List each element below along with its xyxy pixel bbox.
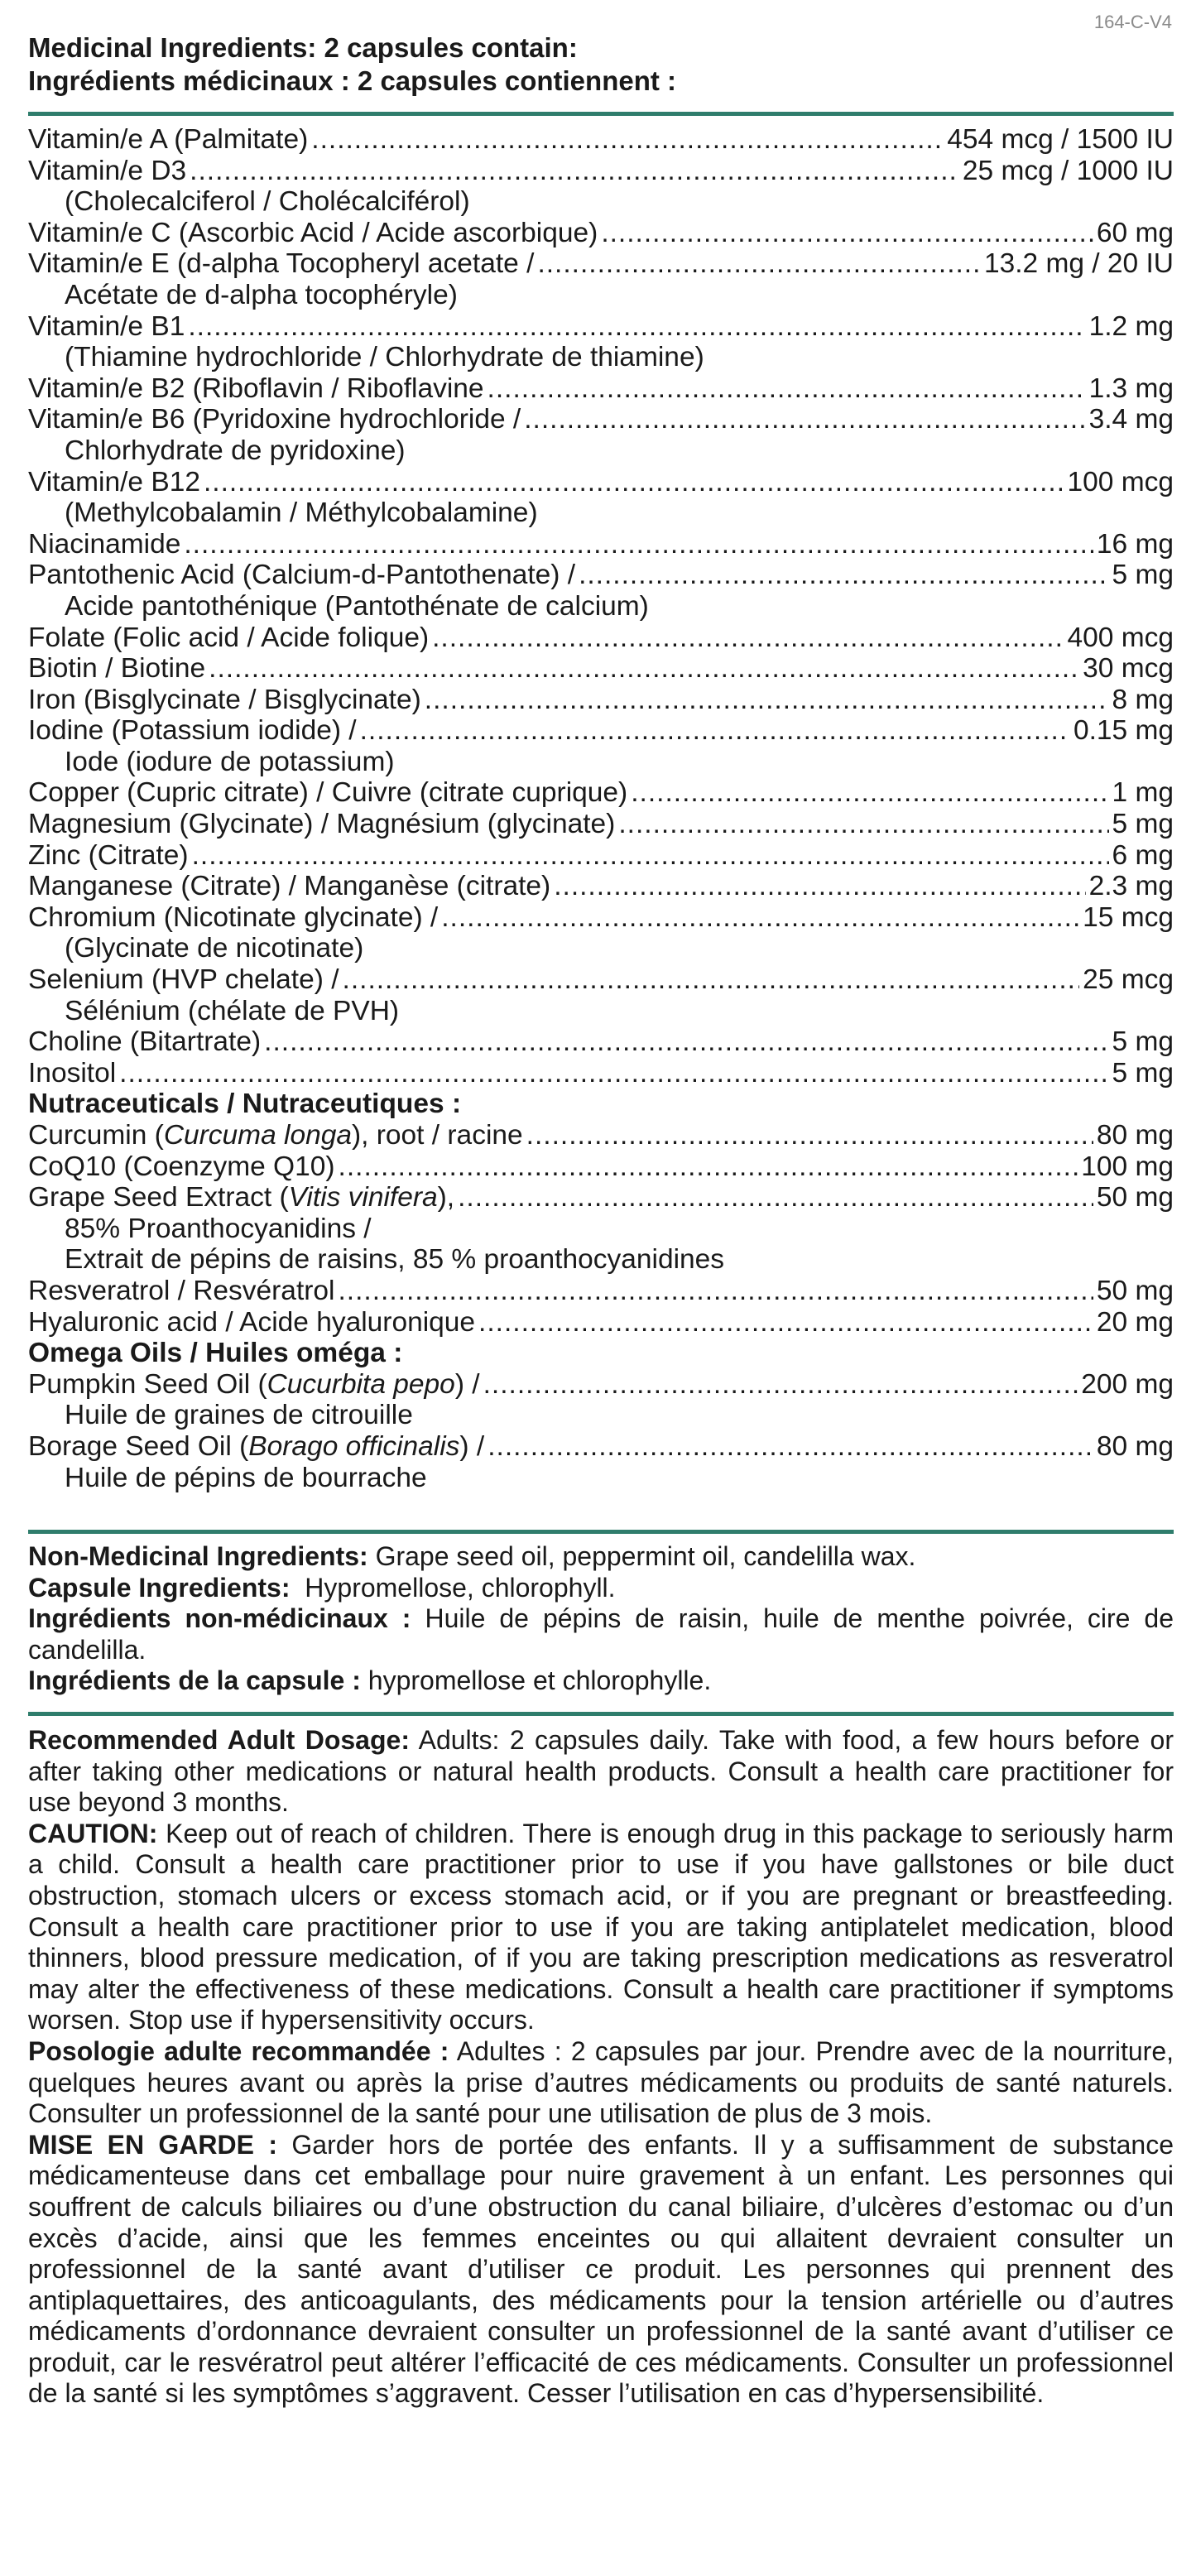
ingredient-amount: 454 mcg / 1500 IU: [947, 124, 1174, 155]
ingredient-amount: 100 mcg: [1067, 466, 1174, 497]
ingredient-name: Vitamin/e E (d-alpha Tocopheryl acetate /: [28, 248, 535, 280]
ingredient-row: [28, 1120, 1174, 1151]
medicinal-header-fr: Ingrédients médicinaux : 2 capsules contiennent :: [28, 65, 677, 96]
ingredient-row: [28, 529, 1174, 560]
non-medicinal-section: [28, 1541, 1174, 1697]
dot-leader: [601, 218, 1093, 249]
ingredient-amount: 80 mg: [1096, 1120, 1174, 1151]
dosage-section: [28, 1725, 1174, 2410]
ingredient-row: [28, 218, 1174, 249]
capsule-ingredients-fr: Ingrédients de la capsule : hypromellose et chlorophylle.: [28, 1665, 712, 1696]
ingredient-amount: 8 mg: [1112, 684, 1174, 715]
ingredient-row: [28, 467, 1174, 498]
ingredient-name: Vitamin/e B6 (Pyridoxine hydrochloride /: [28, 404, 521, 435]
ingredient-name: CoQ10 (Coenzyme Q10): [28, 1151, 335, 1182]
ingredient-amount: 50 mg: [1096, 1182, 1174, 1214]
non-medicinal-fr: Ingrédients non-médicinaux : Huile de pépins de raisin, huile de menthe poivrée, cire de candelilla.: [28, 1603, 1174, 1665]
ingredient-row: [28, 560, 1174, 591]
ingredient-row: [28, 1151, 1174, 1183]
dot-leader: [441, 902, 1079, 934]
ingredient-row: [28, 373, 1174, 405]
ingredient-name: Curcumin (Curcuma longa), root / racine: [28, 1120, 523, 1151]
ingredient-name: Borage Seed Oil (Borago officinalis) /: [28, 1430, 485, 1462]
ingredient-row: [28, 685, 1174, 716]
ingredient-amount: 6 mg: [1112, 839, 1174, 871]
ingredient-name: Niacinamide: [28, 528, 181, 560]
dot-leader: [209, 653, 1079, 685]
ingredient-row: [28, 622, 1174, 654]
ingredient-name: Selenium (HVP chelate) /: [28, 964, 339, 996]
ingredient-amount: 5 mg: [1112, 1057, 1174, 1089]
dot-leader: [188, 311, 1085, 343]
ingredient-name: Biotin / Biotine: [28, 653, 206, 685]
ingredient-name: Copper (Cupric citrate) / Cuivre (citrate cuprique): [28, 777, 628, 809]
ingredient-row: [28, 840, 1174, 872]
dot-leader: [524, 404, 1085, 435]
ingredient-amount: 13.2 mg / 20 IU: [983, 248, 1174, 280]
dot-leader: [192, 840, 1109, 872]
dot-leader: [631, 777, 1108, 809]
ingredient-row: [28, 1276, 1174, 1307]
ingredient-amount: 60 mg: [1096, 217, 1174, 248]
ingredient-continuation: 85% Proanthocyanidins /: [65, 1213, 372, 1244]
dot-leader: [119, 1058, 1108, 1089]
ingredient-continuation: (Cholecalciferol / Cholécalciférol): [65, 186, 470, 218]
ingredient-name: Vitamin/e B12: [28, 466, 200, 497]
ingredient-row: [28, 871, 1174, 902]
ingredient-row: [28, 653, 1174, 685]
ingredient-row: [28, 311, 1174, 343]
ingredient-name: Chromium (Nicotinate glycinate) /: [28, 901, 439, 933]
divider-middle: [28, 1530, 1174, 1534]
ingredient-row: [28, 1307, 1174, 1338]
ingredient-amount: 5 mg: [1112, 560, 1174, 591]
ingredient-name: Vitamin/e B1: [28, 310, 185, 342]
ingredient-row: [28, 1182, 1174, 1214]
medicinal-header-en: Medicinal Ingredients: 2 capsules contain:: [28, 32, 578, 63]
ingredient-amount: 30 mcg: [1083, 653, 1174, 685]
ingredient-amount: 3.4 mg: [1088, 404, 1174, 435]
ingredient-amount: 1.2 mg: [1088, 310, 1174, 342]
ingredient-row: [28, 404, 1174, 435]
ingredient-row: [28, 1058, 1174, 1089]
dot-leader: [488, 373, 1086, 405]
ingredient-name: Iodine (Potassium iodide) /: [28, 715, 357, 747]
caution-en: CAUTION: Keep out of reach of children. There is enough drug in this package to seriously harm a child. Consult a health care practitioner prior to use if you have gallstones or bile duct obstruction, stomach ulcers or excess stomach acid, or if you are pregnant or breastfeeding. Consult a health care practitioner prior to use if you are taking antiplatelet medication, blood thinners, blood pressure medication, of if you are taking prescription medications as resveratrol may alter the effectiveness of these medications. Consult a health care practitioner if symptoms worsen. Stop use if hypersensitivity occurs.: [28, 1818, 1174, 2035]
ingredient-name: Zinc (Citrate): [28, 839, 189, 871]
capsule-ingredients-en: Capsule Ingredients: Hypromellose, chlorophyll.: [28, 1572, 616, 1603]
ingredient-name: Folate (Folic acid / Acide folique): [28, 622, 430, 653]
ingredient-name: Choline (Bitartrate): [28, 1026, 262, 1058]
ingredient-name: Inositol: [28, 1057, 117, 1089]
ingredient-amount: 25 mcg / 1000 IU: [962, 155, 1174, 186]
ingredient-continuation: (Methylcobalamin / Méthylcobalamine): [65, 497, 538, 529]
ingredient-amount: 5 mg: [1112, 1026, 1174, 1058]
dot-leader: [618, 809, 1108, 840]
ingredient-amount: 1.3 mg: [1088, 372, 1174, 404]
ingredient-amount: 400 mcg: [1067, 622, 1174, 653]
ingredient-continuation: Extrait de pépins de raisins, 85 % proanthocyanidines: [65, 1244, 725, 1276]
ingredient-continuation: Huile de pépins de bourrache: [65, 1462, 427, 1493]
ingredient-amount: 100 mg: [1081, 1151, 1174, 1182]
divider-bottom: [28, 1712, 1174, 1716]
dot-leader: [425, 685, 1109, 716]
ingredient-name: Pumpkin Seed Oil (Cucurbita pepo) /: [28, 1368, 480, 1400]
ingredient-amount: 20 mg: [1096, 1306, 1174, 1338]
nutraceuticals-heading: Nutraceuticals / Nutraceutiques :: [28, 1089, 462, 1120]
omega-oils-heading: Omega Oils / Huiles oméga :: [28, 1338, 403, 1369]
ingredient-amount: 25 mcg: [1083, 964, 1174, 996]
ingredient-row: [28, 156, 1174, 187]
ingredient-row: [28, 715, 1174, 747]
ingredient-amount: 15 mcg: [1083, 901, 1174, 933]
dot-leader: [343, 964, 1080, 996]
ingredient-row: [28, 964, 1174, 996]
medicinal-header: [28, 31, 1104, 98]
dot-leader: [483, 1369, 1078, 1401]
ingredient-amount: 2.3 mg: [1088, 871, 1174, 902]
ingredient-amount: 80 mg: [1096, 1430, 1174, 1462]
ingredient-name: Vitamin/e C (Ascorbic Acid / Acide ascorbique): [28, 217, 598, 248]
ingredient-amount: 5 mg: [1112, 809, 1174, 840]
ingredient-name: Resveratrol / Resvératrol: [28, 1275, 335, 1306]
ingredient-continuation: (Thiamine hydrochloride / Chlorhydrate de thiamine): [65, 342, 704, 373]
ingredient-row: [28, 1369, 1174, 1401]
dot-leader: [311, 124, 944, 156]
ingredient-amount: 1 mg: [1112, 777, 1174, 809]
ingredient-name: Vitamin/e B2 (Riboflavin / Riboflavine: [28, 372, 484, 404]
ingredient-name: Grape Seed Extract (Vitis vinifera),: [28, 1182, 455, 1214]
ingredient-row: [28, 1026, 1174, 1058]
ingredient-name: Manganese (Citrate) / Manganèse (citrate): [28, 871, 551, 902]
dosage-en: Recommended Adult Dosage: Adults: 2 capsules daily. Take with food, a few hours before or after taking other medications or natural health products. Consult a health care practitioner for use beyond 3 months.: [28, 1725, 1174, 1818]
ingredient-name: Hyaluronic acid / Acide hyaluronique: [28, 1306, 476, 1338]
ingredient-continuation: Chlorhydrate de pyridoxine): [65, 435, 406, 466]
ingredient-amount: 200 mg: [1081, 1368, 1174, 1400]
dot-leader: [526, 1120, 1093, 1151]
divider-top: [28, 112, 1174, 116]
ingredient-row: [28, 124, 1174, 156]
ingredient-continuation: Acide pantothénique (Pantothénate de calcium): [65, 590, 649, 622]
dot-leader: [432, 622, 1064, 654]
ingredient-name: Pantothenic Acid (Calcium-d-Pantothenate) /: [28, 560, 576, 591]
dot-leader: [264, 1026, 1108, 1058]
non-medicinal-en: Non-Medicinal Ingredients: Grape seed oil, peppermint oil, candelilla wax.: [28, 1541, 916, 1571]
dot-leader: [190, 156, 959, 187]
ingredient-row: [28, 248, 1174, 280]
ingredient-list: [28, 124, 1174, 1493]
ingredient-amount: 16 mg: [1096, 528, 1174, 560]
ingredient-continuation: Iode (iodure de potassium): [65, 746, 395, 777]
dot-leader: [360, 715, 1070, 747]
dot-leader: [537, 248, 981, 280]
dot-leader: [338, 1276, 1093, 1307]
dot-leader: [488, 1431, 1093, 1463]
dot-leader: [458, 1182, 1093, 1214]
ingredient-row: [28, 809, 1174, 840]
dot-leader: [478, 1307, 1093, 1338]
ingredient-name: Vitamin/e D3: [28, 155, 187, 186]
ingredient-continuation: Huile de graines de citrouille: [65, 1400, 413, 1431]
ingredient-name: Magnesium (Glycinate) / Magnésium (glycinate): [28, 809, 616, 840]
ingredient-row: [28, 902, 1174, 934]
dot-leader: [579, 560, 1108, 591]
ingredient-continuation: Sélénium (chélate de PVH): [65, 995, 400, 1026]
document-code: 164-C-V4: [1093, 12, 1172, 32]
caution-fr: MISE EN GARDE : Garder hors de portée des enfants. Il y a suffisamment de substance médicamenteuse dans cet emballage pour nuire gravement à un enfant. Les personnes qui souffrent de calculs biliaires ou d’une obstruction du canal biliaire, d’ulcères d’estomac ou d’un excès d’acide, ainsi que les femmes enceintes ou qui allaitent devraient consulter un professionnel de la santé avant d’utiliser ce produit. Les personnes qui prennent des antiplaquettaires, des anticoagulants, des médicaments pour la tension artérielle ou d’autres médicaments d’ordonnance devraient consulter un professionnel de la santé avant d’utiliser ce produit, car le resvératrol peut altérer l’efficacité de ces médicaments. Consulter un professionnel de la santé si les symptômes s’aggravent. Cesser l’utilisation en cas d’hypersensibilité.: [28, 2129, 1174, 2409]
ingredient-continuation: Acétate de d-alpha tocophéryle): [65, 279, 458, 310]
ingredient-name: Vitamin/e A (Palmitate): [28, 124, 309, 155]
ingredient-amount: 50 mg: [1096, 1275, 1174, 1306]
dosage-fr: Posologie adulte recommandée : Adultes : 2 capsules par jour. Prendre avec de la nourriture, quelques heures avant ou après la prise d’autres médicaments ou produits de santé naturels. Consulter un professionnel de la santé pour une utilisation de plus de 3 mois.: [28, 2035, 1174, 2129]
dot-leader: [554, 871, 1085, 902]
dot-leader: [184, 529, 1093, 560]
ingredient-continuation: (Glycinate de nicotinate): [65, 933, 364, 964]
ingredient-row: [28, 777, 1174, 809]
dot-leader: [204, 467, 1064, 498]
ingredient-row: [28, 1431, 1174, 1463]
ingredient-name: Iron (Bisglycinate / Bisglycinate): [28, 684, 421, 715]
dot-leader: [339, 1151, 1078, 1183]
ingredient-amount: 0.15 mg: [1073, 715, 1174, 747]
